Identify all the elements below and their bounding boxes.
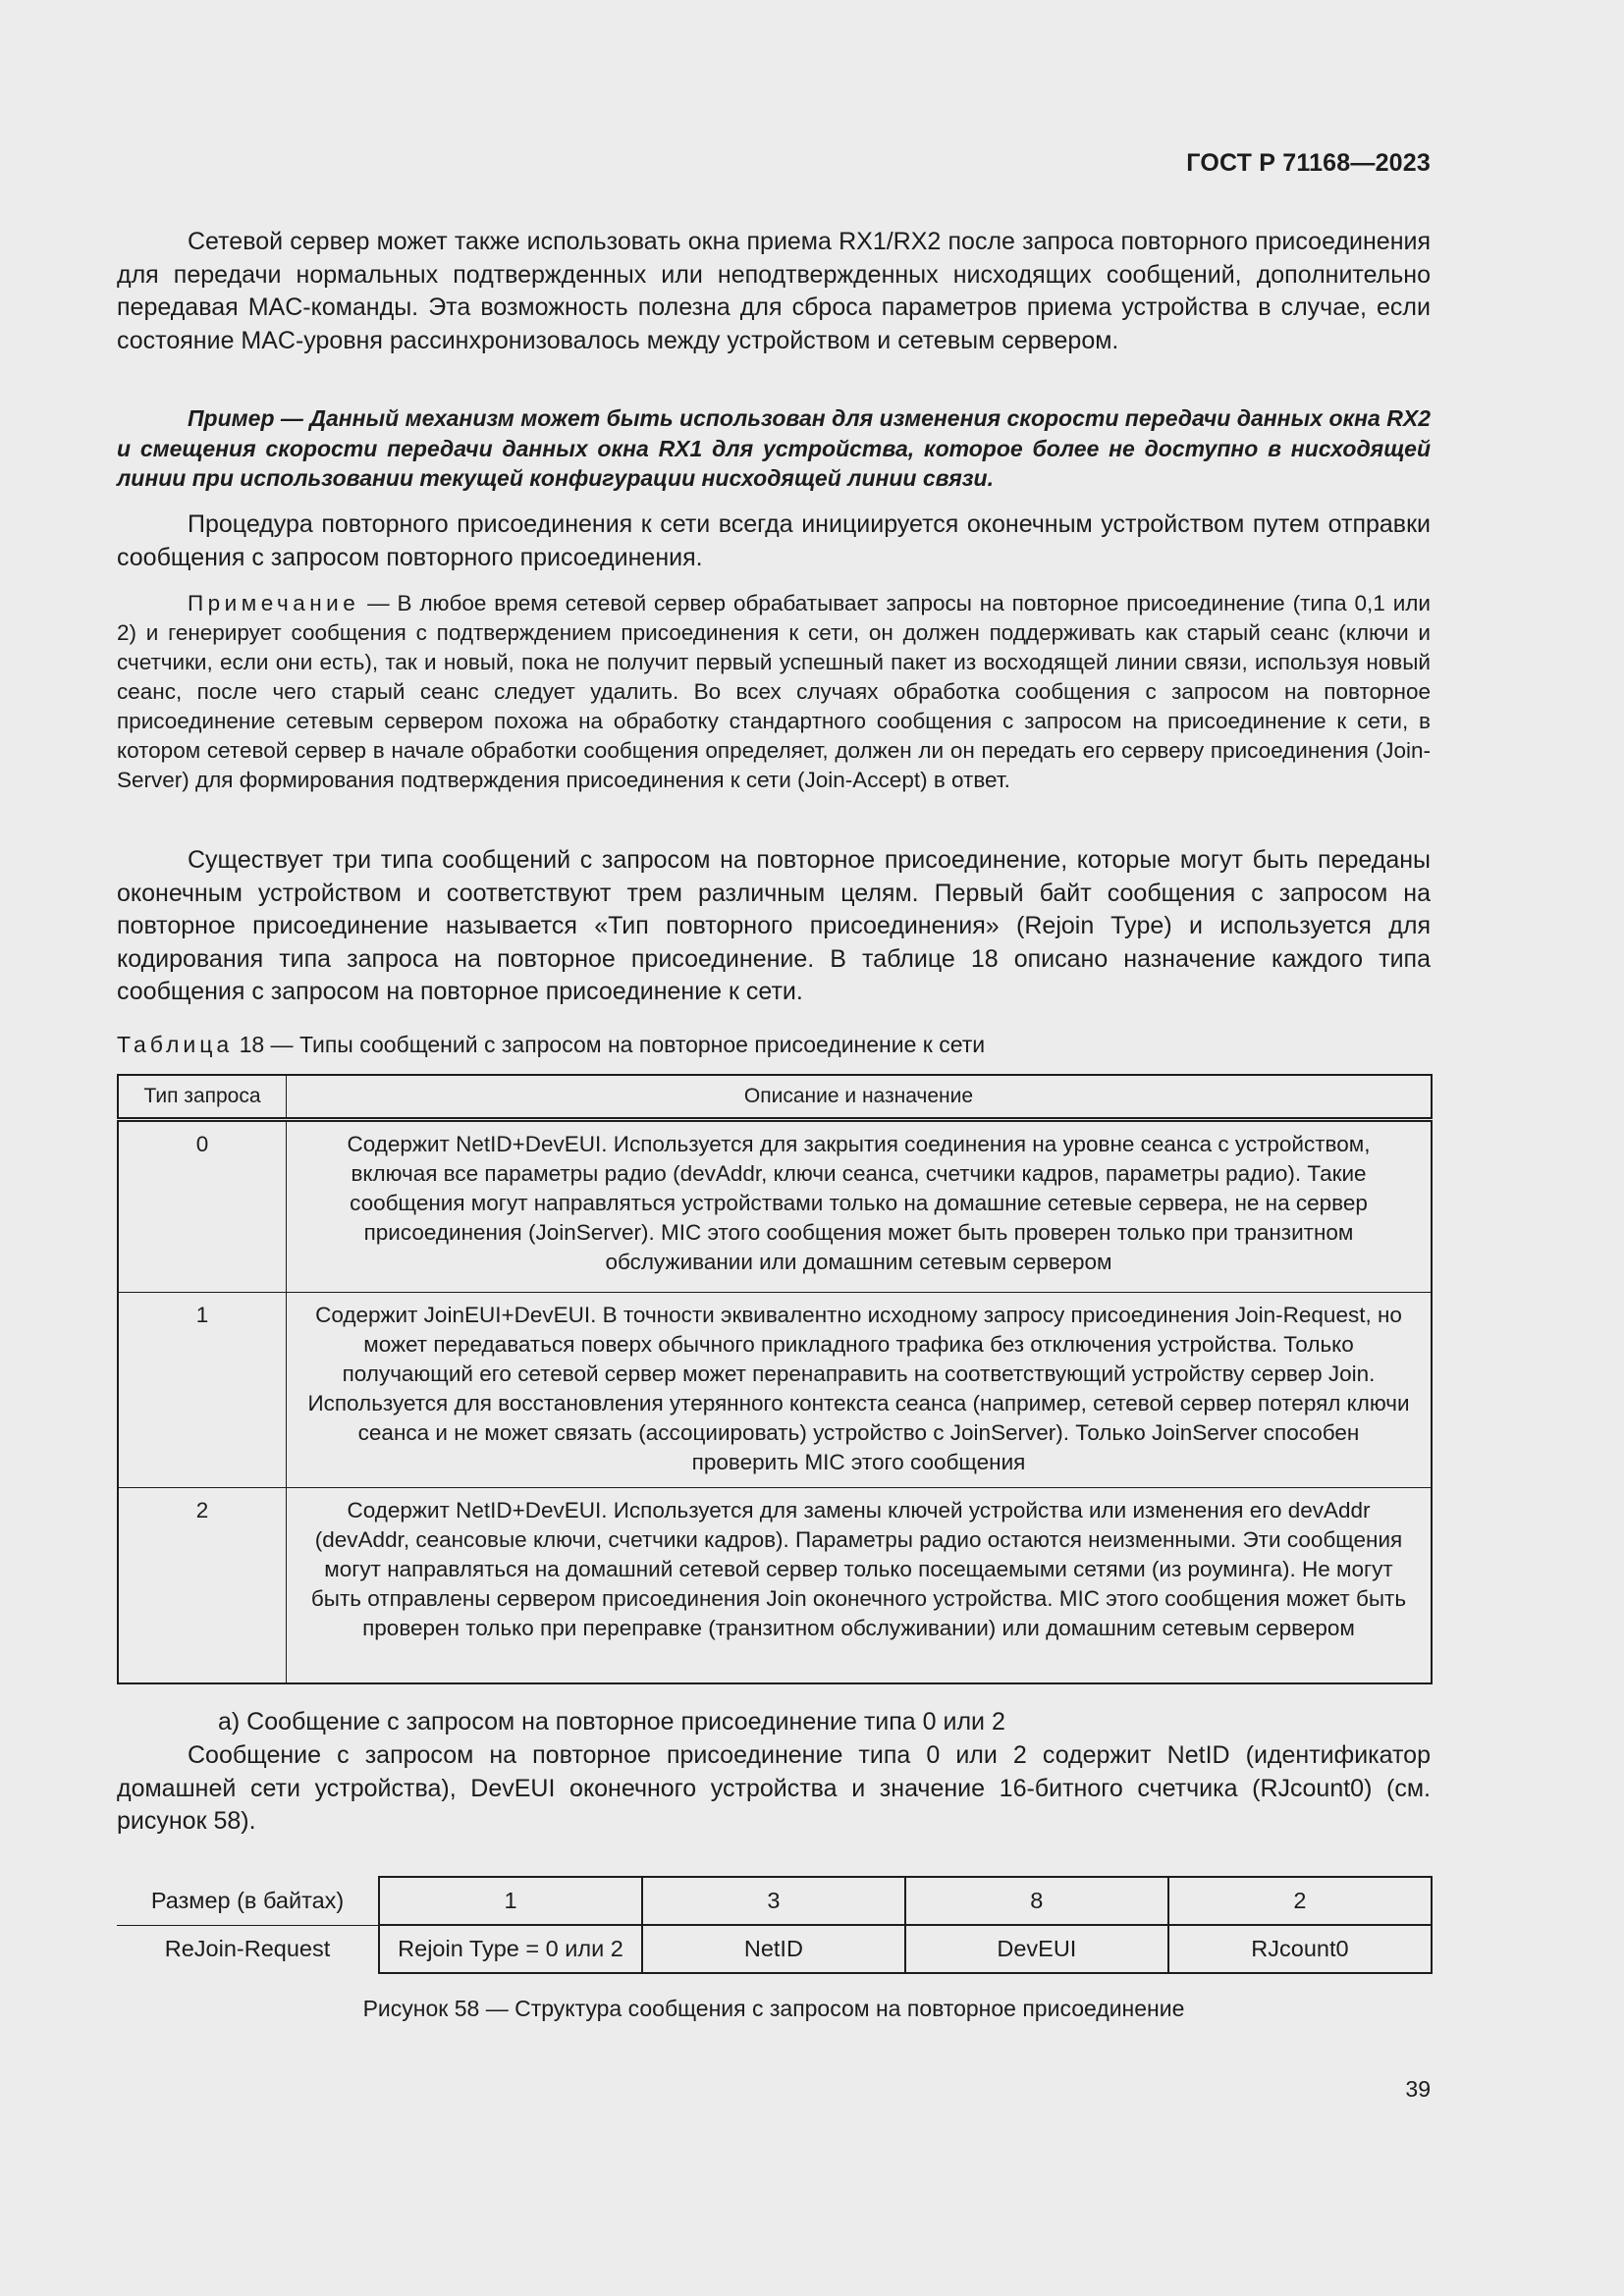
field-cell: Rejoin Type = 0 или 2 bbox=[379, 1925, 642, 1973]
paragraph-rejoin-type-0-2: Сообщение с запросом на повторное присоединение типа 0 или 2 содержит NetID (идентификатор домашней сети устройства), DevEUI оконечного устройства и значение 16-битного счетчика (RJcount0) (см. рисунок 58). bbox=[117, 1741, 1431, 1835]
paragraph-rejoin-procedure: Процедура повторного присоединения к сети всегда инициируется оконечным устройством путем отправки сообщения с запросом повторного присоединения. bbox=[117, 510, 1431, 571]
table-row bbox=[118, 1120, 1432, 1293]
table-caption-text: 18 — Типы сообщений с запросом на повторное присоединение к сети bbox=[233, 1032, 986, 1057]
cell-description: Содержит NetID+DevEUI. Используется для закрытия соединения на уровне сеанса с устройством, включая все параметры радио (devAddr, ключи сеанса, счетчики кадров, параметры радио). Такие сообщения могут направляться устройствами только на домашние сетевые сервера, не на сервер присоединения (JoinServer). MIC этого сообщения может быть проверен только при транзитном обслуживании или домашним сетевым сервером bbox=[287, 1120, 1433, 1293]
figure-58-caption: Рисунок 58 — Структура сообщения с запросом на повторное присоединение bbox=[362, 1996, 1185, 2021]
table-18 bbox=[117, 1074, 1433, 1684]
example-paragraph: Пример — Данный механизм может быть использован для изменения скорости передачи данных окна RX2 и смещения скорости передачи данных окна RX1 для устройства, которое более не доступно в нисходящей линии при использовании текущей конфигурации нисходящей линии связи. bbox=[117, 405, 1431, 491]
figure-size-row bbox=[117, 1877, 1432, 1925]
field-cell: RJcount0 bbox=[1168, 1925, 1432, 1973]
table-caption-label: Таблица bbox=[117, 1032, 234, 1057]
cell-description: Содержит NetID+DevEUI. Используется для замены ключей устройства или изменения его devAddr (devAddr, сеансовые ключи, счетчики кадров). Параметры радио остаются неизменными. Эти сообщения могут направляться на домашний сетевой сервер только посещаемыми сетями (из роуминга). Не могут быть отправлены сервером присоединения Join оконечного устройства. MIC этого сообщения может быть проверен только при переправке (транзитном обслуживании) или домашним сетевым сервером bbox=[287, 1488, 1433, 1684]
cell-description: Содержит JoinEUI+DevEUI. В точности эквивалентно исходному запросу присоединения Join-Request, но может передаваться поверх обычного прикладного трафика без отключения устройства. Только получающий его сетевой сервер может перенаправить на соответствующий устройству сервер Join. Используется для восстановления утерянного контекста сеанса (например, сетевой сервер потерял ключи сеанса и не может связать (ассоциировать) устройство с JoinServer). Только JoinServer способен проверить MIC этого сообщения bbox=[287, 1293, 1433, 1488]
cell-request-type: 2 bbox=[118, 1488, 287, 1684]
cell-request-type: 1 bbox=[118, 1293, 287, 1488]
message-label: ReJoin-Request bbox=[117, 1925, 379, 1973]
table-row bbox=[118, 1293, 1432, 1488]
table-18-caption bbox=[117, 1032, 985, 1058]
cell-request-type: 0 bbox=[118, 1120, 287, 1293]
figure-field-row bbox=[117, 1925, 1432, 1973]
size-label: Размер (в байтах) bbox=[117, 1877, 379, 1925]
size-cell: 2 bbox=[1168, 1877, 1432, 1925]
size-cell: 8 bbox=[905, 1877, 1168, 1925]
note-label: Примечание bbox=[188, 591, 360, 615]
paragraph-rejoin-types: Существует три типа сообщений с запросом на повторное присоединение, которые могут быть переданы оконечным устройством и соответствуют трем различным целям. Первый байт сообщения с запросом на повторное присоединение называется «Тип повторного присоединения» (Rejoin Type) и используется для кодирования типа запроса на повторное присоединение. В таблице 18 описано назначение каждого типа сообщения с запросом на повторное присоединение к сети. bbox=[117, 846, 1431, 1005]
size-cell: 3 bbox=[642, 1877, 905, 1925]
table-header-row bbox=[118, 1075, 1432, 1120]
note-text: — В любое время сетевой сервер обрабатывает запросы на повторное присоединение (типа 0,1 или 2) и генерирует сообщения с подтверждением присоединения к сети, он должен поддерживать как старый сеанс (ключи и счетчики, если они есть), так и новый, пока не получит первый успешный пакет из восходящей линии связи, используя новый сеанс, после чего старый сеанс следует удалить. Во всех случаях обработка сообщения с запросом на повторное присоединение сетевым сервером похожа на обработку стандартного сообщения с запросом на присоединение к сети, в котором сетевой сервер в начале обработки сообщения определяет, должен ли он передать его серверу присоединения (Join-Server) для формирования подтверждения присоединения к сети (Join-Accept) в ответ. bbox=[117, 591, 1431, 792]
note-paragraph bbox=[117, 589, 1431, 795]
subsection-heading-a: а) Сообщение с запросом на повторное присоединение типа 0 или 2 bbox=[218, 1708, 1005, 1735]
paragraph-rx-windows: Сетевой сервер может также использовать окна приема RX1/RX2 после запроса повторного присоединения для передачи нормальных подтвержденных или неподтвержденных нисходящих сообщений, дополнительно передавая MAC-команды. Эта возможность полезна для сброса параметров приема устройства в случае, если состояние MAC-уровня рассинхронизовалось между устройством и сетевым сервером. bbox=[117, 228, 1431, 354]
header-request-type: Тип запроса bbox=[118, 1075, 287, 1120]
standard-header: ГОСТ Р 71168—2023 bbox=[1186, 149, 1431, 177]
page-number: 39 bbox=[1405, 2076, 1431, 2102]
table-row bbox=[118, 1488, 1432, 1684]
figure-58-structure bbox=[117, 1876, 1433, 1974]
field-cell: NetID bbox=[642, 1925, 905, 1973]
size-cell: 1 bbox=[379, 1877, 642, 1925]
header-description: Описание и назначение bbox=[287, 1075, 1433, 1120]
field-cell: DevEUI bbox=[905, 1925, 1168, 1973]
